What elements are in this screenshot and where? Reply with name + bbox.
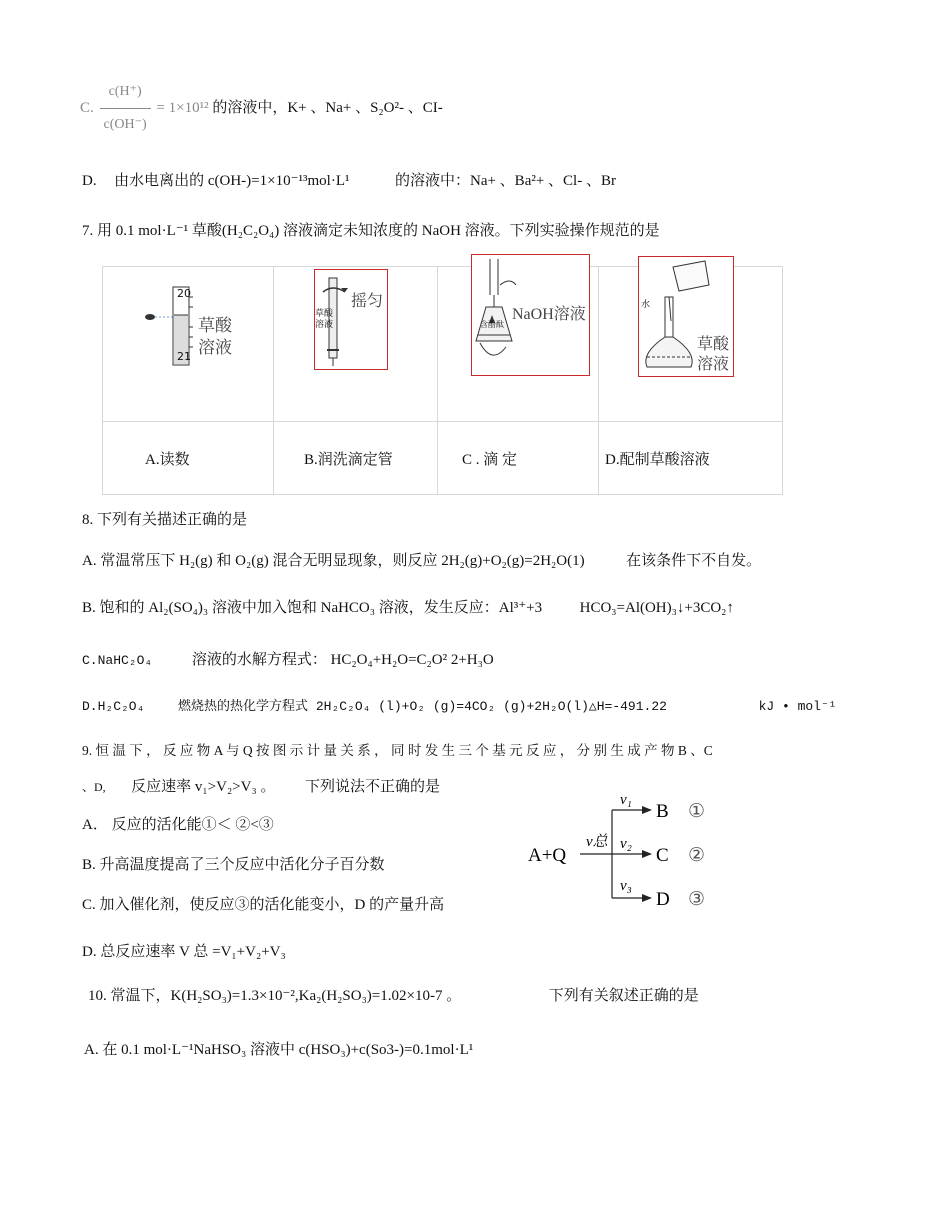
question-9-stem-2 [82,777,440,797]
v-total-label: v总 [586,834,608,850]
marker-3: ③ [688,889,706,910]
q8-a-text: A. 常温常压下 H₂(g) 和 O₂(g) 混合无明显现象，则反应 2H₂(g)+O₂(g)=2H₂O(1) [82,553,585,569]
fraction-denominator: c(OH⁻) [103,117,147,132]
q10-option-a: A. 在 0.1 mol·L⁻¹NaHSO₃ 溶液中 c(HSO₃)+c(So3-)=0.1mol·L¹ [84,1042,474,1058]
q9-option-c: C. 加入催化剂，使反应③的活化能变小，D 的产量升高 [82,897,445,913]
label-cell-c [438,422,599,495]
scale-20: 20 [177,287,191,300]
question-9-stem-1: 9. 恒 温 下 ， 反 应 物 A 与 Q 按 图 示 计 量 关 系 ， 同 时 发 生 三 个 基 元 反 应 ， 分 别 生 成 产 物 B 、C [82,743,713,758]
label-cell-b [274,422,438,495]
q8-d-text: D.H₂C₂O₄ [82,699,145,714]
q10-stem-1: 10. 常温下，K(H₂SO₃)=1.3×10⁻²,Ka₂(H₂SO₃)=1.02×10-7 。 [88,988,462,1004]
scale-21: 21 [177,350,191,363]
v1-label: v₁ [620,792,632,808]
q8-b-text2: HCO₃=Al(OH)₃↓+3CO₂↑ [579,600,734,616]
q9-option-a: A． 反应的活化能①＜ ②<③ [82,817,274,833]
v3-label: v₃ [620,878,632,894]
q8-option-c [82,650,494,671]
q9-option-b: B. 升高温度提高了三个反应中活化分子百分数 [82,857,385,873]
fig-b-label: 摇匀 [351,293,384,310]
product-d-label: D [656,889,670,910]
q8-c-text: C.NaHC₂O₄ [82,653,153,668]
marker-2: ② [688,845,706,866]
q9-stem2-a: 、D, [82,780,106,794]
fig-a-label-1: 草酸 [198,316,232,335]
option-a-label: A.读数 [145,451,190,468]
option-d-label: D.配制草酸溶液 [605,451,710,468]
reactant-label: A+Q [528,845,567,866]
q9-stem2-b: 反应速率 v₁>V₂>V₃ 。 [131,779,276,795]
reaction-diagram [528,786,748,916]
fraction-equals: = 1×10¹² [156,99,209,116]
fig-d-label-1: 草酸 [697,336,730,353]
option-d-line [82,171,616,191]
fig-cell-b [274,267,438,422]
q10-stem-2: 下列有关叙述正确的是 [548,988,699,1004]
option-c-line [80,78,443,139]
option-d-text2: 的溶液中：Na+ 、Ba²+ 、Cl- 、Br [394,173,616,189]
question-10-stem [88,986,699,1006]
q8-c-text2: 溶液的水解方程式： HC₂O₄+H₂O=C₂O² 2+H₃O [191,652,494,668]
q8-option-b [82,598,734,618]
option-d-text1: 由水电离出的 c(OH-)=1×10⁻¹³mol·L¹ [114,173,350,189]
q8-b-text: B. 饱和的 Al₂(SO₄)₃ 溶液中加入饱和 NaHCO₃ 溶液，发生反应：Al³⁺+3 [82,600,543,616]
question-8-stem: 8. 下列有关描述正确的是 [82,512,248,528]
marker-1: ① [688,801,706,822]
product-c-label: C [656,845,669,866]
q8-a-text2: 在该条件下不自发。 [626,553,762,569]
fig-d-box [638,256,734,377]
q8-option-d [82,697,837,717]
fig-c-label: NaOH溶液 [512,306,586,323]
fig-a-label-2: 溶液 [198,338,232,357]
option-c-text: 的溶液中，K+ 、Na+ 、S₂O²- 、CI- [212,99,443,116]
fig-cell-c [438,267,599,422]
fig-b-tube-2: 溶液 [315,320,334,330]
concentration-fraction [100,78,151,139]
fig-b-tube-1: 草酸 [315,309,334,319]
label-cell-a [103,422,274,495]
fig-cell-a [103,267,274,422]
option-b-label: B.润洗滴定管 [304,451,393,468]
fig-c-box [471,254,590,376]
fig-d-water: 水 [641,300,651,310]
label-cell-d [599,422,783,495]
fig-c-inner-label: 含酚酞 [480,320,504,329]
q8-d-text2: 燃烧热的热化学方程式 2H₂C₂O₄ (l)+O₂ (g)=4CO₂ (g)+2H₂O(l)△H=-491.22 [178,699,667,714]
question-7-stem: 7. 用 0.1 mol·L⁻¹ 草酸(H₂C₂O₄) 溶液滴定未知浓度的 NaOH 溶液。下列实验操作规范的是 [82,223,660,239]
product-b-label: B [656,801,669,822]
option-c-label: C . 滴 定 [462,451,518,468]
q9-option-d: D. 总反应速率 V 总 =V₁+V₂+V₃ [82,944,286,960]
fig-cell-d [599,267,783,422]
q9-stem2-c: 下列说法不正确的是 [304,779,440,795]
fig-b-box [314,269,388,370]
option-d-label: D. [82,173,97,189]
question-7-table [102,266,783,495]
option-c-label: C. [80,99,94,116]
fig-d-label-2: 溶液 [697,356,730,373]
q8-option-a [82,551,761,571]
fraction-numerator: c(H⁺) [108,84,142,99]
v2-label: v₂ [620,836,632,852]
q8-d-text3: kJ • mol⁻¹ [758,699,837,714]
